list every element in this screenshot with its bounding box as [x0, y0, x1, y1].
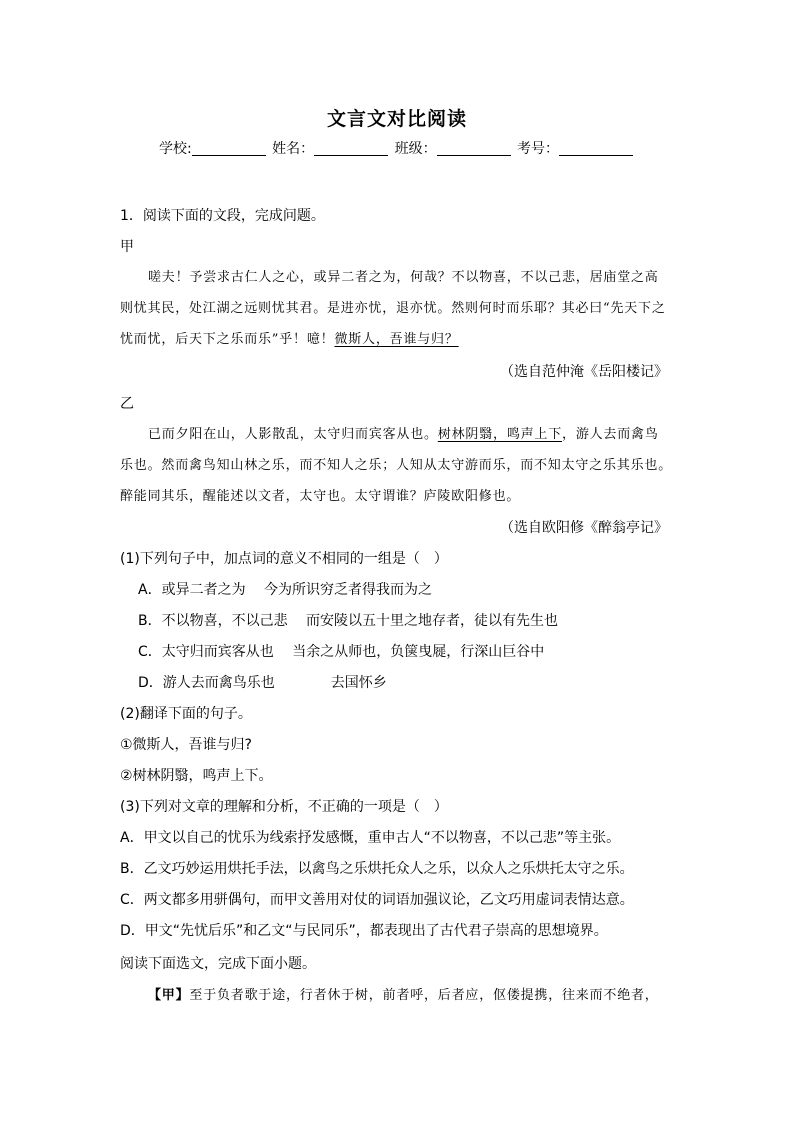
passage-jia-source: （选自范仲淹《岳阳楼记》 — [500, 364, 668, 380]
passage-yi-source: （选自欧阳修《醉翁亭记》 — [500, 520, 668, 536]
student-info-line — [0, 138, 794, 158]
answer-a[interactable]: A．甲文以自己的忧乐为线索抒发感慨，重申古人“不以物喜，不以己悲”等主张。 — [120, 830, 621, 846]
answer-b[interactable]: B．乙文巧妙运用烘托手法，以禽鸟之乐烘托众人之乐，以众人之乐烘托太守之乐。 — [120, 861, 634, 877]
answer-c[interactable]: C．两文都多用骈偶句，而甲文善用对仗的词语加强议论，乙文巧用虚词表情达意。 — [120, 892, 634, 908]
passage-yi-line-1 — [148, 425, 659, 445]
passage-yi-label: 乙 — [120, 396, 134, 412]
sub-question-2: (2)翻译下面的句子。 — [120, 706, 252, 722]
class-label: 班级： — [394, 141, 437, 157]
sub-question-1: (1)下列句子中，加点词的意义不相同的一组是（ ） — [120, 551, 448, 567]
passage-2-jia-text: 至于负者歌于途，行者休于树，前者呼，后者应，伛偻提携，往来而不绝者， — [189, 988, 659, 1003]
passage-2-jia-tag: 【甲】 — [148, 988, 190, 1003]
name-blank[interactable] — [314, 141, 388, 156]
passage-2-jia-line-1 — [148, 986, 659, 1006]
passage-jia-line-3 — [120, 330, 459, 350]
answer-d[interactable]: D．甲文“先忧后乐”和乙文“与民同乐”，都表现出了古代君子崇高的思想境界。 — [120, 923, 608, 939]
class-blank[interactable] — [437, 141, 511, 156]
translate-item-1: ①微斯人，吾谁与归? — [120, 737, 252, 753]
passage-yi-text: ，游人去而禽鸟 — [562, 427, 659, 442]
number-blank[interactable] — [559, 141, 633, 156]
number-label: 考号： — [517, 141, 560, 157]
underlined-sentence: 微斯人，吾谁与归？ — [334, 332, 459, 347]
underlined-sentence: 树林阴翳，鸣声上下 — [437, 427, 563, 442]
option-b[interactable]: B．不以物喜，不以己悲 而安陵以五十里之地存者，徒以有先生也 — [138, 613, 559, 629]
passage-jia-label: 甲 — [120, 239, 134, 255]
passage-jia-line-2: 则忧其民，处江湖之远则忧其君。是进亦忧，退亦忧。然则何时而乐耶？其必曰“先天下之 — [120, 301, 666, 316]
name-label: 姓名： — [272, 141, 315, 157]
passage-jia-text: 忧而忧，后天下之乐而乐”乎！噫！ — [120, 332, 335, 347]
option-d[interactable]: D．游人去而禽鸟乐也 去国怀乡 — [138, 675, 387, 691]
school-blank[interactable] — [192, 141, 266, 156]
school-label: 学校: — [158, 141, 192, 157]
question-1-heading: 1．阅读下面的文段，完成问题。 — [120, 208, 325, 224]
option-c[interactable]: C．太守归而宾客从也 当余之从师也，负箧曳屣，行深山巨谷中 — [138, 644, 545, 660]
question-2-intro: 阅读下面选文，完成下面小题。 — [120, 956, 316, 972]
passage-yi-line-2: 乐也。然而禽鸟知山林之乐，而不知人之乐；人知从太守游而乐，而不知太守之乐其乐也。 — [120, 458, 673, 473]
option-a[interactable]: A．或异二者之为 今为所识穷乏者得我而为之 — [138, 582, 433, 598]
page-title: 文言文对比阅读 — [326, 108, 467, 130]
passage-yi-line-3: 醉能同其乐，醒能述以文者，太守也。太守谓谁？庐陵欧阳修也。 — [120, 489, 521, 504]
passage-jia-line-1: 嗟夫！予尝求古仁人之心，或异二者之为，何哉？不以物喜，不以己悲，居庙堂之高 — [148, 270, 659, 285]
passage-yi-text: 已而夕阳在山，人影散乱，太守归而宾客从也。 — [148, 427, 438, 442]
translate-item-2: ②树林阴翳，鸣声上下。 — [120, 768, 273, 784]
sub-question-3: (3)下列对文章的理解和分析，不正确的一项是（ ） — [120, 799, 448, 815]
